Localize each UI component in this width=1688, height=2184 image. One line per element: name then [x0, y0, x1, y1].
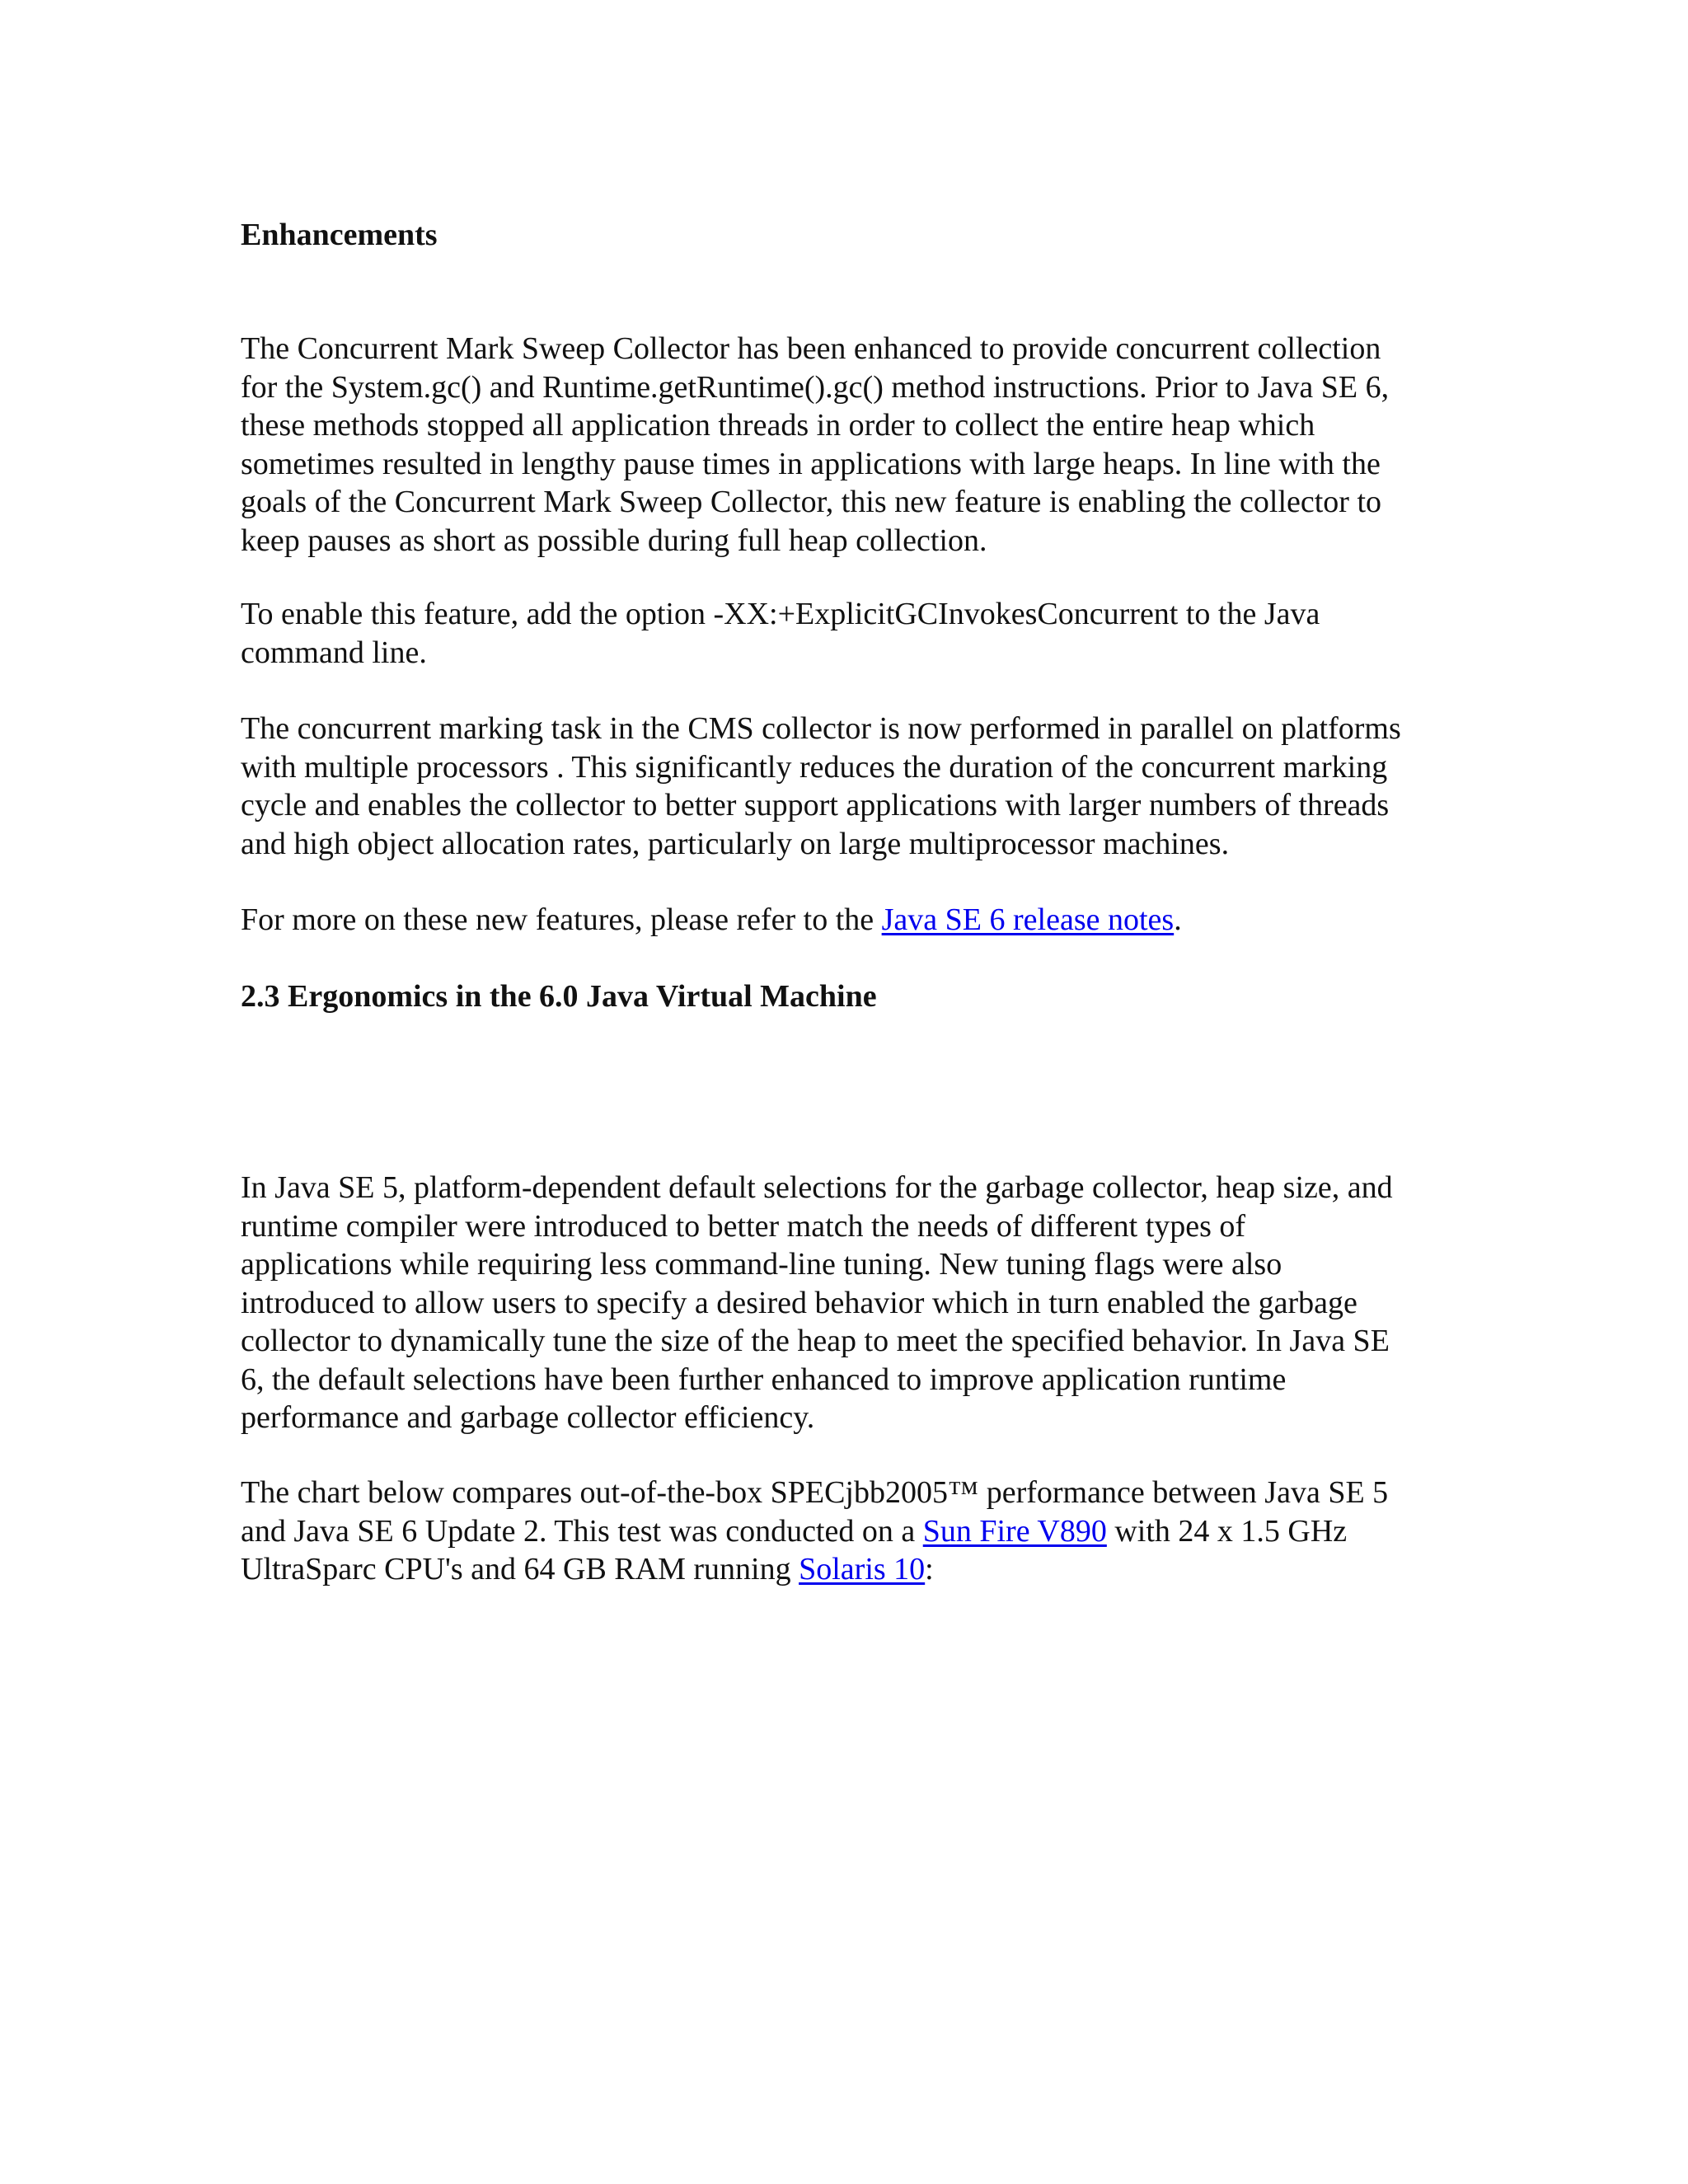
- text-line: runtime compiler were introduced to better match the needs of different types of: [241, 1208, 1246, 1244]
- text-line: goals of the Concurrent Mark Sweep Collector, this new feature is enabling the collector to: [241, 485, 1382, 519]
- text-line: introduced to allow users to specify a desired behavior which in turn enabled the garbage: [241, 1285, 1357, 1320]
- text-line: [241, 1550, 1388, 1589]
- paragraph-parallel-marking: [241, 710, 1401, 863]
- solaris-10-link[interactable]: Solaris 10: [799, 1552, 926, 1586]
- paragraph-cms-concurrent-collection: [241, 330, 1389, 560]
- paragraph-enable-option: [241, 595, 1320, 672]
- heading-ergonomics: 2.3 Ergonomics in the 6.0 Java Virtual Machine: [241, 979, 877, 1014]
- text-line: The chart below compares out-of-the-box SPECjbb2005™ performance between Java SE 5: [241, 1475, 1389, 1510]
- sun-fire-v890-link[interactable]: Sun Fire V890: [922, 1513, 1107, 1549]
- text-line: command line.: [241, 635, 427, 670]
- text-line: [241, 1512, 1388, 1551]
- text-line: To enable this feature, add the option -XX:+ExplicitGCInvokesConcurrent to the Java: [241, 597, 1320, 631]
- text-segment: UltraSparc CPU's and 64 GB RAM running: [241, 1552, 799, 1586]
- paragraph-release-notes-ref: [241, 901, 1182, 940]
- text-line: with multiple processors . This significantly reduces the duration of the concurrent marking: [241, 749, 1388, 785]
- text-line: The Concurrent Mark Sweep Collector has been enhanced to provide concurrent collection: [241, 331, 1381, 366]
- text-segment: .: [1174, 902, 1182, 937]
- text-line: for the System.gc() and Runtime.getRuntime().gc() method instructions. Prior to Java SE 6,: [241, 369, 1390, 405]
- text-line: these methods stopped all application threads in order to collect the entire heap which: [241, 408, 1315, 443]
- text-line: In Java SE 5, platform-dependent default selections for the garbage collector, heap size, and: [241, 1170, 1393, 1205]
- text-line: keep pauses as short as possible during full heap collection.: [241, 523, 987, 558]
- text-segment: For more on these new features, please refer to the: [241, 902, 882, 937]
- text-line: 6, the default selections have been further enhanced to improve application runtime: [241, 1361, 1287, 1397]
- text-line: performance and garbage collector efficiency.: [241, 1400, 815, 1435]
- paragraph-ergonomics-defaults: [241, 1169, 1393, 1437]
- text-line: The concurrent marking task in the CMS collector is now performed in parallel on platforms: [241, 711, 1401, 746]
- text-segment: with 24 x 1.5 GHz: [1106, 1513, 1348, 1549]
- text-segment: :: [925, 1552, 934, 1586]
- text-line: applications while requiring less command-line tuning. New tuning flags were also: [241, 1247, 1282, 1282]
- paragraph-chart-intro: [241, 1474, 1388, 1589]
- heading-enhancements: Enhancements: [241, 218, 438, 252]
- text-line: sometimes resulted in lengthy pause times in applications with large heaps. In line with the: [241, 446, 1381, 481]
- text-segment: and Java SE 6 Update 2. This test was conducted on a: [241, 1513, 923, 1549]
- release-notes-link[interactable]: Java SE 6 release notes: [881, 902, 1175, 937]
- text-line: cycle and enables the collector to better support applications with larger numbers of threads: [241, 788, 1390, 823]
- text-line: and high object allocation rates, particularly on large multiprocessor machines.: [241, 826, 1230, 861]
- text-line: collector to dynamically tune the size of the heap to meet the specified behavior. In Java SE: [241, 1324, 1390, 1358]
